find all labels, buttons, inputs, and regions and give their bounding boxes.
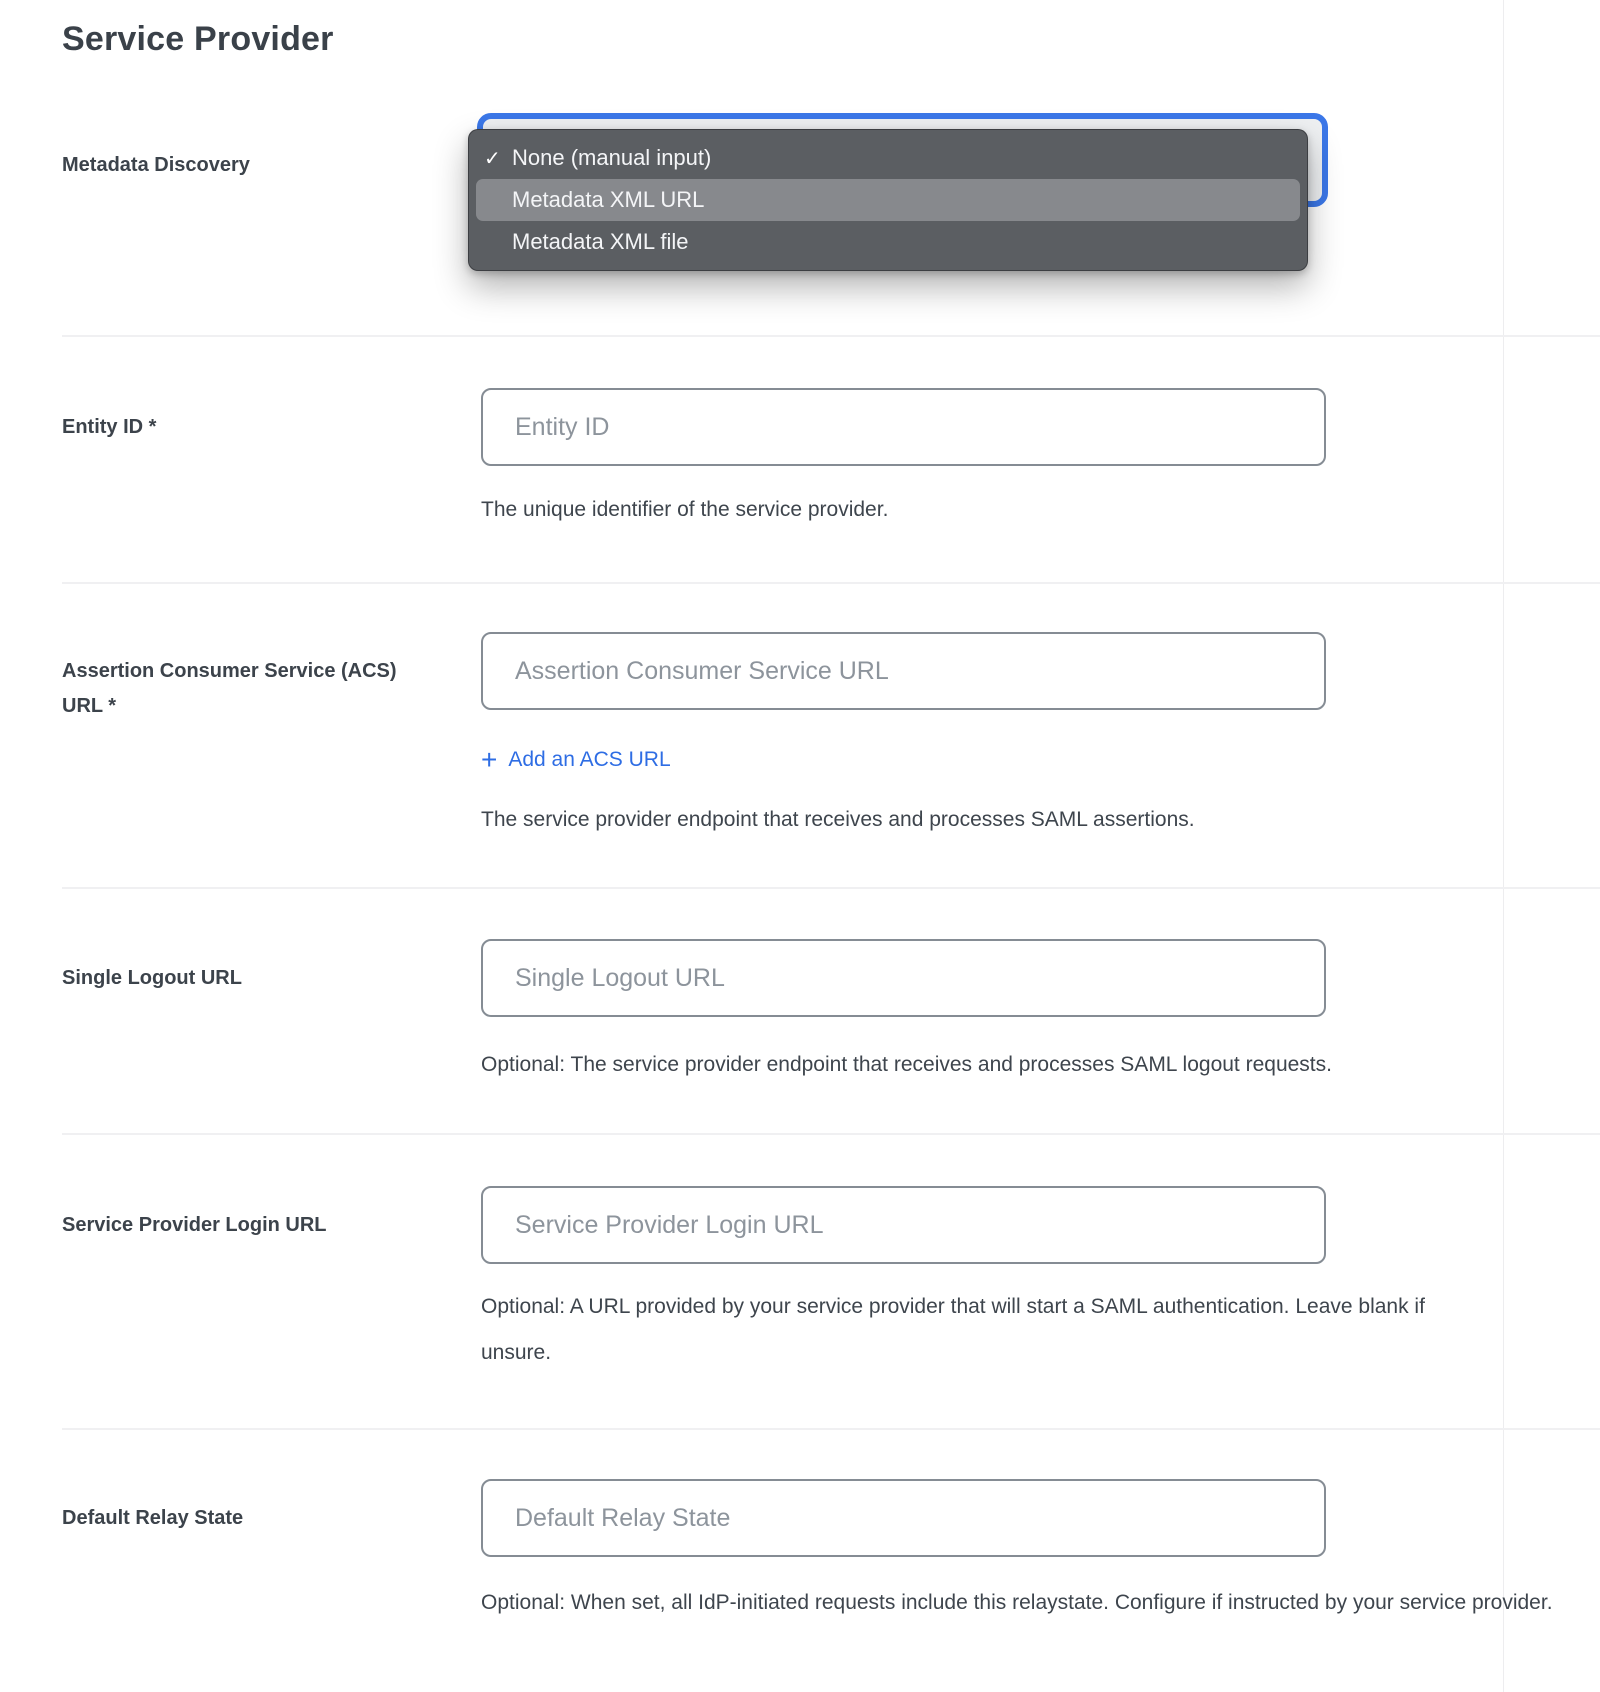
dropdown-option-label: Metadata XML URL [512,187,705,212]
acs-url-input[interactable] [481,632,1326,710]
metadata-discovery-dropdown [468,129,1308,271]
entity-id-help: The unique identifier of the service provider. [481,498,889,521]
acs-url-label: Assertion Consumer Service (ACS) URL * [62,660,397,717]
add-acs-url-button[interactable] [481,744,671,776]
section-divider [62,1428,1600,1430]
dropdown-option-label: Metadata XML file [512,229,689,254]
plus-icon: + [481,744,498,775]
default-relay-state-input[interactable] [481,1479,1326,1557]
sp-login-url-label: Service Provider Login URL [62,1214,327,1236]
dropdown-option-metadata-xml-url[interactable] [476,179,1300,221]
entity-id-label: Entity ID * [62,416,157,438]
single-logout-url-label: Single Logout URL [62,967,242,989]
single-logout-url-help: Optional: The service provider endpoint that receives and processes SAML logout requests. [481,1053,1332,1076]
page-title: Service Provider [62,20,334,58]
right-panel-border [1503,0,1504,1692]
section-divider [62,582,1600,584]
section-divider [62,335,1600,337]
default-relay-state-label: Default Relay State [62,1507,244,1529]
sp-login-url-help: Optional: A URL provided by your service provider that will start a SAML authentication. Leave blank if unsure. [481,1295,1425,1364]
single-logout-url-input[interactable] [481,939,1326,1017]
dropdown-option-label: None (manual input) [512,145,712,170]
entity-id-input[interactable] [481,388,1326,466]
dropdown-option-metadata-xml-file[interactable] [476,221,1300,263]
section-divider [62,1133,1600,1135]
metadata-discovery-label: Metadata Discovery [62,154,250,176]
add-acs-url-label: Add an ACS URL [508,748,671,771]
default-relay-state-help: Optional: When set, all IdP-initiated requests include this relaystate. Configure if instructed by your service provider. [481,1591,1553,1614]
dropdown-option-none[interactable] [476,137,1300,179]
acs-url-help: The service provider endpoint that receives and processes SAML assertions. [481,808,1195,831]
sp-login-url-input[interactable] [481,1186,1326,1264]
check-icon: ✓ [484,147,501,170]
section-divider [62,887,1600,889]
